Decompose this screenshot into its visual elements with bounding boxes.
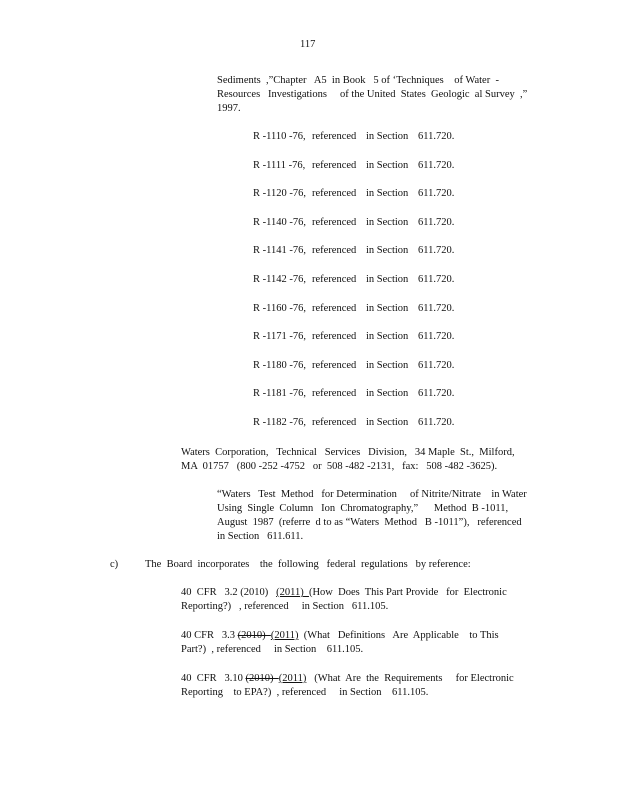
cfr-text: 40 CFR 3.2 (2010) [181, 587, 277, 598]
method-section-number: 611.720. [418, 188, 455, 199]
method-code: R -1110 -76, [253, 131, 306, 142]
waters-method-line: August 1987 (referre d to as “Waters Method B -1011”), referenced [217, 517, 522, 528]
cfr-text: (What Definitions Are Applicable to This [298, 630, 499, 641]
cfr-text: (How Does This Part Provide for Electronic [308, 587, 507, 598]
cfr-text: 40 CFR 3.10 [181, 673, 246, 684]
cfr-line [181, 672, 514, 686]
page-number: 117 [300, 39, 316, 50]
method-referenced: referenced [312, 274, 357, 285]
method-section-label: in Section [366, 331, 409, 342]
method-code: R -1160 -76, [253, 303, 306, 314]
cfr-text: 40 CFR 3.3 [181, 630, 238, 641]
method-code: R -1182 -76, [253, 417, 306, 428]
method-code: R -1111 -76, [253, 160, 306, 171]
method-section-label: in Section [366, 245, 409, 256]
waters-method-line: “Waters Test Method for Determination of Nitrite/Nitrate in Water [217, 489, 527, 500]
cfr-line [181, 629, 499, 643]
cfr-line: Reporting to EPA?) , referenced in Section 611.105. [181, 687, 429, 698]
cfr-inserted-year: (2011) [276, 587, 309, 598]
method-section-label: in Section [366, 274, 409, 285]
waters-method-line: in Section 611.611. [217, 531, 304, 542]
method-referenced: referenced [312, 388, 357, 399]
cfr-line: Part?) , referenced in Section 611.105. [181, 644, 364, 655]
method-section-label: in Section [366, 188, 409, 199]
method-code: R -1141 -76, [253, 245, 306, 256]
cfr-struck-year: (2010) [245, 673, 279, 684]
method-referenced: referenced [312, 331, 357, 342]
method-section-number: 611.720. [418, 274, 455, 285]
method-referenced: referenced [312, 245, 357, 256]
method-referenced: referenced [312, 131, 357, 142]
method-section-number: 611.720. [418, 331, 455, 342]
method-section-number: 611.720. [418, 303, 455, 314]
method-section-number: 611.720. [418, 217, 455, 228]
cfr-line: Reporting?) , referenced in Section 611.105. [181, 601, 389, 612]
method-section-label: in Section [366, 303, 409, 314]
waters-method-line: Using Single Column Ion Chromatography,” Method B -1011, [217, 503, 509, 514]
method-referenced: referenced [312, 217, 357, 228]
method-code: R -1181 -76, [253, 388, 306, 399]
method-referenced: referenced [312, 160, 357, 171]
cfr-inserted-year: (2011) [278, 673, 307, 684]
intro-line: Resources Investigations of the United States Geologic al Survey ,” [217, 89, 528, 100]
waters-line: Waters Corporation, Technical Services Division, 34 Maple St., Milford, [181, 447, 515, 458]
method-referenced: referenced [312, 303, 357, 314]
method-section-number: 611.720. [418, 131, 455, 142]
method-referenced: referenced [312, 360, 357, 371]
method-section-number: 611.720. [418, 417, 455, 428]
waters-line: MA 01757 (800 -252 -4752 or 508 -482 -2131, fax: 508 -482 -3625). [181, 461, 498, 472]
method-code: R -1140 -76, [253, 217, 306, 228]
method-section-label: in Section [366, 360, 409, 371]
section-c-label: c) [110, 559, 119, 570]
method-referenced: referenced [312, 188, 357, 199]
method-section-label: in Section [366, 160, 409, 171]
method-referenced: referenced [312, 417, 357, 428]
method-section-label: in Section [366, 417, 409, 428]
method-section-number: 611.720. [418, 360, 455, 371]
method-section-label: in Section [366, 131, 409, 142]
cfr-inserted-year: (2011) [270, 630, 299, 641]
cfr-struck-year: (2010) [237, 630, 271, 641]
method-code: R -1142 -76, [253, 274, 306, 285]
method-section-number: 611.720. [418, 388, 455, 399]
method-code: R -1171 -76, [253, 331, 306, 342]
intro-line: 1997. [217, 103, 241, 114]
cfr-text: (What Are the Requirements for Electronic [306, 673, 514, 684]
cfr-line [181, 586, 507, 600]
method-section-number: 611.720. [418, 160, 455, 171]
section-c-text: The Board incorporates the following federal regulations by reference: [145, 559, 471, 570]
intro-line: Sediments ,”Chapter A5 in Book 5 of ‘Techniques of Water - [217, 75, 499, 86]
method-section-number: 611.720. [418, 245, 455, 256]
method-code: R -1180 -76, [253, 360, 306, 371]
method-section-label: in Section [366, 217, 409, 228]
method-section-label: in Section [366, 388, 409, 399]
method-code: R -1120 -76, [253, 188, 306, 199]
